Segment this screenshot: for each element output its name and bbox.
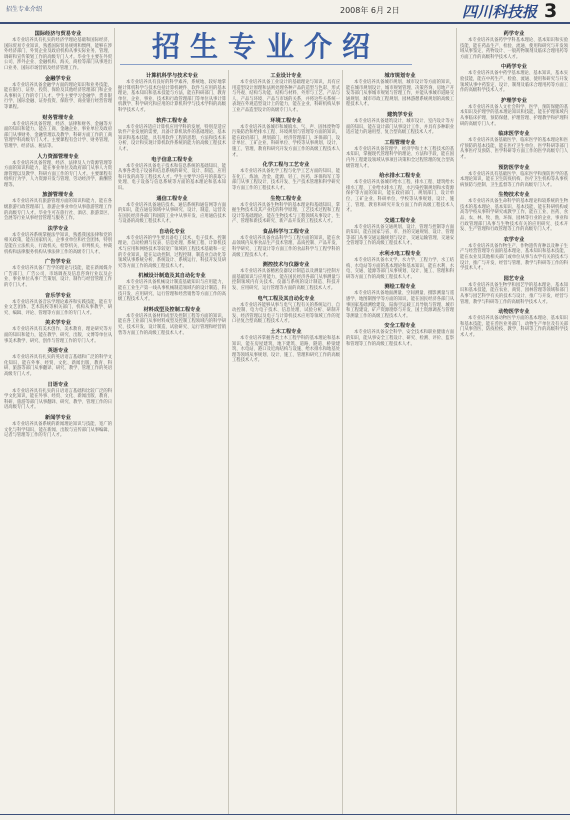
issue-date: 2008年 6月 2日 [340,6,400,15]
article-body: 本专业培养具备精密仪器设计制造以及测量与控制方面基础知识与应用能力，能在国民经济各部门从事测量与控制领域内有关技术、仪器与系统的设计制造、科技开发、应用研究、运行管理等方面的高级工程技术人才。 [232,269,340,292]
article-title: 新闻学专业 [45,414,71,421]
column-divider [228,70,229,814]
article-title: 动物医学专业 [498,309,530,316]
article-body: 本专业培养具备管理、经济、法律和财务、金融等方面的知识和能力，能在工商、金融企业、事业单位及政府部门从事财务、金融管理以及教学、科研方面工作的工商管理学科高级专门人才。主要课程有会计学、财务管理、管理学、经济法、税法等。 [4,121,112,149]
article-body: 本专业培养具备化学工程与化学工艺方面的知识，能在化工、炼油、冶金、能源、轻工、医药、环保和军工等部门从事工程设计、技术开发、生产技术管理和科学研究等方面工作的工程技术人才。 [232,169,340,191]
headline-rule [120,64,412,65]
article-body: 本专业培养具备通信技术、通信系统和通信网等方面的知识，能在通信领域中从事研究、设计、制造、运营及在国民经济各部门和国防工业中从事开发、应用通信技术与设备的高级工程技术人才。 [118,202,226,225]
article-body: 本专业培养具备中药学基本理论、基本知识、基本实验技能，能在中药生产、检验、流通、使用和研究与开发领域从事中药鉴定、设计、制剂及临床合理用药等方面工作的高级科学技术人才。 [460,71,568,94]
article-body: 本专业培养具备交通规划、设计、管理与控制等方面的知识，能在国家与省、市、县的交通规划、设计、管理等部门从事交通运输规划与设计、交通运输管理、交通安全管理等工作的高级工程技术人才。 [346,224,454,247]
article-title: 自动化专业 [159,228,185,235]
article-body: 本专业培养具备食品科学与工程方面的知识，能在食品领域内从事食品生产技术管理、品质控制、产品开发、科学研究、工程设计等方面工作的食品科学与工程学科的高级工程技术人才。 [232,235,340,258]
text-column-2 [118,70,226,814]
article-body: 本专业培养具备管理学、经济学和土木工程技术的基本知识，掌握现代管理科学的理论、方法和手段，能在国内外工程建设领域从事项目决策和全过程管理的复合型高级管理人才。 [346,146,454,169]
article-body: 本专业培养具备药学学科基本理论、基本知识和实验技能，能在药品生产、检验、流通、使用和研究与开发领域从事鉴定、药物设计、一般药物制剂及临床合理用药等方面工作的高级科学技术人才。 [460,38,568,60]
article-body: 本专业培养具备安全科学、安全技术和职业健康方面的知识，能从事安全工程设计、研究、检测、评价、监察和管理等工作的高级工程技术人才。 [346,330,454,347]
article-body: 本专业培养适应计算机应用学科的发展，特别是适应软件产业发展的需要，具备计算机软件的基础理论、基本知识和基本技能，具有用软件工程的思想、方法和技术来分析、设计和实现计算机软件系统的能力的高级工程技术人才。 [118,124,226,152]
article-body: 本专业培养具备人文社会科学、医学、预防保健的基本知识及护理学的基本理论知识和技能，能在护理领域内从事临床护理、预防保健、护理管理、护理教学和护理科研的高级专门人才。 [460,104,568,127]
article-body: 本专业培养的学生要具备电工技术、电子技术、控制理论、自动检测与仪表、信息处理、系统工程、计算机技术与应用和网络技术等较宽广领域的工程技术基础和一定的专业知识，能在运动控制、过程控制、制造业自动化等领域从事系统分析、系统设计、系统运行、科技开发及研究等方面工作的高级工程技术人才。 [118,235,226,269]
article-body: 本专业培养系统掌握法学知识，熟悉我国法律和党的相关政策，能在国家机关、企事业单位和社会团体，特别是能在立法机关、行政机关、检察机关、审判机关、仲裁机构和法律服务机构从事法律工作的高级专门人才。 [4,232,112,255]
column-divider [114,28,115,814]
article-body: 本专业培养具备电子技术和信息系统的基础知识，能从事各类电子设备和信息系统的研究、设计、制造、应用和开发的高等工程技术人才。学生主要学习信号的获取与处理、电子设备与信息系统等方面的基本理论和基本知识。 [118,163,226,191]
article-title: 工程管理专业 [384,139,416,146]
article-body: 本专业培养具有旅游管理方面的知识和能力，能在各级旅游行政管理部门、旅游企事业单位从事旅游管理工作的高级专门人才。毕业生可在旅行社、酒店、旅游景区、会展等行业从事经营管理与服务工作。 [4,199,112,222]
article-body: 本专业培养具备机械设计制造基础知识与应用能力，能在工业生产第一线从事机械制造领域内的设计制造、科技开发、应用研究、运行管理和经营销售等方面工作的高级工程技术人才。 [118,280,226,303]
article-body: 本专业培养具备作物生产、作物遗传育种以及种子生产与经营管理等方面的基本理论、基本知识和基本技能，能在农业及其他相关部门或单位从事与农学有关的技术与设计、推广与开发、经营与管理、教学与科研等工作的科学技术人才。 [460,243,568,272]
article-body: 本专业培养具备材料成型及控制工程等方面的知识，能在各工业部门从事材料成型及控制工程领域内的科学研究、技术开发、设计制造、试验研究、运行管理和经营销售等方面工作的高级工程技术人才。 [118,313,226,336]
article-body: 本专业培养具备建筑设计、城市设计、室内设计等方面的知识，能在设计部门从事设计工作，并具有多种职业适应能力的通用型、复合型高级工程技术人才。 [346,118,454,136]
article-body: 本专业培养具备动物医学方面的基本理论、基本知识和基本技能，能在兽医业务部门、动物生产单位及有关部门从事兽医、防疫检疫、教学、科研等工作的高级科学技术人才。 [460,316,568,338]
article-title: 环境工程专业 [270,117,302,124]
article-title: 旅游管理专业 [42,192,74,199]
article-title: 农学专业 [503,236,525,243]
article-title: 临床医学专业 [498,131,530,138]
article-title: 安全工程专业 [384,323,416,330]
article-body: 本专业培养具有美术创作、美术教育、理论研究等方面的知识和能力，能在教学、研究、出版、文博等单位从事美术教学、研究、创作与管理工作的专门人才。 [4,327,112,344]
article-title: 广告学专业 [45,259,71,266]
page-headline: 招生专业介绍 [151,30,380,63]
article-title: 给水排水工程专业 [379,173,421,180]
article-title: 预防医学专业 [498,164,530,171]
article-body: 本专业培养能够从事与电气工程有关的系统运行、自动控制、电力电子技术、信息处理、试验分析、研制开发、经济管理以及电子与计算机技术应用等领域工作的宽口径复合型高级工程技术人才。 [232,302,340,325]
article-title: 护理学专业 [501,97,527,104]
article-body: 本专业培养具备基础医学、临床医学的基本理论和医疗预防的基本技能，能在医疗卫生单位、医学科研等部门从事医疗及预防、医学科研等方面工作的医学高级专门人才。 [460,138,568,160]
article-title: 中药学专业 [501,64,527,71]
footer-rule [0,814,570,815]
article-title: 水利水电工程专业 [379,251,421,258]
text-column-1 [4,28,112,814]
article-title: 生物技术专业 [498,192,530,199]
article-body: 本专业培养具有扎实的经济学理论基础和国际经济、国际贸易专业知识，熟悉国际贸易规则和惯例，能够在涉外经济部门、外贸企业及政府机构从事实际业务、管理、调研和宣传策划工作的高级专门人才。毕业生主要在外贸公司、涉外企业、金融机构、海关、商检等部门从事进出口业务、国际市场营销及经济管理工作。 [4,38,112,71]
article-body: 本专业培养具备音乐学理论素养和实践技能，能在专业文艺团体、艺术院校等相关部门、机构从事教学、研究、编辑、评论、管理等方面工作的专门人才。 [4,299,112,316]
article-title: 材料成型及控制工程专业 [143,306,201,313]
page-number: 3 [544,0,558,22]
article-body: 本专业培养具备广告学的理论与技能，能在新闻媒介广告部门、广告公司、市场调查及信息咨询行业以及企业、事业单位从事广告策划、设计、制作与经营管理工作的专门人才。 [4,266,112,288]
article-body: 本专业培养具备金融学方面的理论知识和业务技能，能在银行、证券、投资、保险及其他经济管理部门和企业从事相关工作的专门人才。学生主要学习金融学、货币银行学、国际金融、证券投资、保险学、商业银行经营管理等课程。 [4,82,112,110]
article-title: 计算机科学与技术专业 [146,73,198,79]
article-title: 英语专业 [47,348,69,355]
article-title: 电气工程及其自动化专业 [257,295,315,302]
article-body: 本专业培养具备生命科学的基本理论和较系统的生物技术的基本理论、基本知识、基本技能，能在科研机构或高等学校从事科学研究或教学工作，能在工业、医药、食品、农、林、牧、渔、环保、园林等行业的企业、事业和行政管理部门从事与生物技术有关的应用研究、技术开发、生产管理和行政管理等工作的高级专门人才。 [460,199,568,233]
article-title: 园艺专业 [503,275,525,282]
article-title: 财务管理专业 [42,114,74,121]
article-body: 本专业培养具有扎实的日语语言基础和比较广泛的科学文化知识，能在外事、经贸、文化、新闻出版、教育、科研、旅游等部门从事翻译、研究、教学、管理工作的日语高级专门人才。 [4,388,112,411]
article-body: 本专业培养具有扎实的英语语言基础和广泛的科学文化知识，能在外事、经贸、文化、新闻出版、教育、科研、旅游等部门从事翻译、研究、教学、管理工作的英语高级专门人才。 [4,355,112,377]
text-column-5 [460,28,568,814]
article-title: 音乐学专业 [45,292,71,299]
article-body: 本专业培养具有基础医学、临床医学和预防医学的基本理论知识，能在卫生防疫机构、医疗卫生机构等从事疾病预防与控制、卫生监督等工作的高级专门人才。 [460,171,568,188]
article-body: 本专业培养具备水文学、水力学、工程力学、水工结构、水电站等方面的基本理论和基本知识，能在水利、水电、交通、能源等部门从事规划、设计、施工、管理和科研等方面工作的高级工程技术人才。 [346,258,454,280]
article-body: 本专业培养具备生物科学的基本理论和基础知识，掌握生物技术及其产业化的科学原理、工艺技术过程和工程设计等基础理论，能在生物技术与工程领域从事设计、生产、管理和新技术研究、新产品开发的工程技术人才。 [232,202,340,225]
article-title: 土木工程专业 [270,329,302,335]
article-title: 法学专业 [47,225,69,232]
article-title: 电子信息工程专业 [151,156,193,163]
article-title: 建筑学专业 [387,111,413,118]
article-title: 药学专业 [503,31,525,37]
article-body: 本专业培养具备地面测量、空间测量、摄影测量与遥感学、地图制图学等方面的知识，能在国民经济各部门从事国家基础测绘建设、陆海空运载工具导航与管理、城市和工程建设、矿产资源勘察与开发、国土资源调查与管理等测量工作的高级工程技术人才。 [346,291,454,319]
article-body: 本专业培养具备管理、经济、法律及人力资源管理等方面的知识和能力，能在事业单位及政府部门从事人力资源管理以及教学、科研方面工作的专门人才。主要课程有组织行为学、人力资源开发与管理、劳动经济学、薪酬管理等。 [4,160,112,188]
article-body: 本专业培养具备生物学和园艺学的基本理论、基本知识和基本技能，能在农业、商贸、园林管理等领域和部门从事与园艺科学有关的技术与设计、推广与开发、经营与管理、教学与科研等工作的高级科学技术人才。 [460,282,568,305]
article-title: 化学工程与工艺专业 [262,162,310,169]
article-body: 本专业培养具备城市规划、城市设计等方面的知识，能在城市规划设计、城市规划管理、决策咨询、房地产开发等部门从事城市规划与管理工作，并能从事城市道路交通规划、城市市政工程规划、园林游憩系统规划的高级工程技术人才。 [346,80,454,108]
page-header [0,0,570,24]
article-title: 食品科学与工程专业 [262,228,310,235]
article-body: 本专业培养具备工业设计的基础理论与知识，具有应用造型设计原理和法则处理各种产品的造型与色彩、形式与外观、结构与功能、结构与材料、外形与工艺、产品与人、产品与环境、产品与市场的关系，并将这些关系统一表现在外观造型设计上的能力，能在企业、科研机构从事工业产品造型设计的高级专门人才。 [232,80,340,113]
article-title: 城市规划专业 [384,73,416,79]
article-body: 本专业培养具备城市和城镇水、气、声、固体废物等污染防治和给排水工程、环境规划与管理等方面的知识，能在政府部门、规划部门、经济管理部门、环保部门、设计单位、工矿企业、科研单位、学校等从事规划、设计、施工、管理、教育和研究开发方面工作的高级工程技术人才。 [232,124,340,158]
text-column-4 [346,70,454,814]
text-column-3 [232,70,340,814]
section-label: 招生专业介绍 [6,6,43,13]
article-body: 本专业培养具备系统的新闻理论知识与技能、宽广的文化与科学知识，能在新闻、出版与宣传部门从事编辑、记者与管理等工作的专门人才。 [4,421,112,439]
column-divider [342,70,343,814]
article-body: 本专业培养掌握各类土木工程学科的基本理论和基本知识，能在房屋建筑、地下建筑、道路、隧道、桥梁建筑、水电站、港口及近海结构与设施、给水排水和地基处理等领域从事规划、设计、施工、管理和研究工作的高级工程技术人才。 [232,336,340,364]
article-title: 软件工程专业 [156,117,188,124]
article-title: 测控技术与仪器专业 [262,262,310,269]
article-title: 工业设计专业 [270,73,302,79]
headline-band [120,32,412,62]
article-title: 金融学专业 [45,75,71,82]
newspaper-masthead: 四川科技报 [462,3,538,21]
article-title: 美术学专业 [45,320,71,327]
article-body: 本专业培养具备城市给水工程、排水工程、建筑给水排水工程、工业给水排水工程、水污染控制规划和水资源保护等方面的知识，能在政府部门、规划部门、设计单位、工矿企业、科研单位、学校等从事规划、设计、施工、管理、教育和研究开发方面工作的高级工程技术人才。 [346,180,454,214]
article-title: 测绘工程专业 [384,284,416,291]
column-divider [456,28,457,814]
article-title: 交通工程专业 [384,217,416,224]
article-body: 本专业培养具有良好的科学素养，系统地、较好地掌握计算机科学与技术包括计算机硬件、软件与应用的基本理论、基本知识和基本技能与方法，能在科研部门、教育单位、企业、事业、技术和行政管理部门等单位从事计算机教学、科学研究和应用的计算机科学与技术学科的高级科学技术人才。 [118,80,226,113]
article-title: 通信工程专业 [156,195,188,202]
article-title: 国际经济与贸易专业 [34,31,82,37]
article-title: 人力资源管理专业 [37,153,79,160]
article-title: 机械设计制造及其自动化专业 [138,273,206,280]
article-title: 生物工程专业 [270,195,302,202]
article-title: 日语专业 [47,381,69,388]
